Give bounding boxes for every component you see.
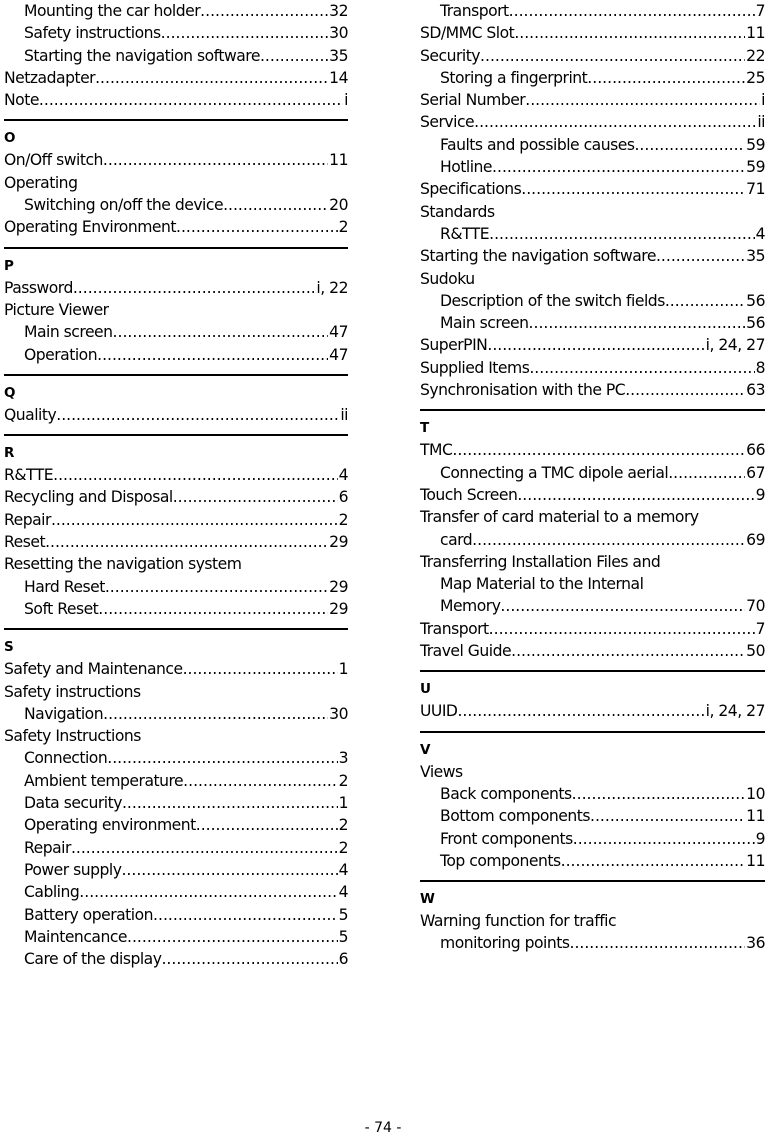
index-entry bbox=[4, 299, 348, 321]
dot-leader bbox=[511, 640, 745, 662]
dot-leader bbox=[590, 805, 745, 827]
entry-term: Netzadapter bbox=[4, 68, 96, 87]
index-subentry bbox=[420, 223, 765, 245]
entry-page-ref: 11 bbox=[329, 151, 348, 170]
index-entry bbox=[420, 268, 765, 290]
entry-page-ref: 4 bbox=[338, 883, 348, 902]
index-entry bbox=[420, 201, 765, 223]
index-subentry bbox=[4, 814, 348, 836]
index-subentry bbox=[420, 573, 765, 595]
dot-leader bbox=[56, 404, 339, 426]
index-column-left bbox=[4, 0, 348, 970]
entry-page-ref: 2 bbox=[338, 838, 348, 857]
index-entry bbox=[4, 531, 348, 553]
entry-page-ref: 9 bbox=[755, 485, 765, 504]
entry-term: R&TTE bbox=[440, 224, 490, 243]
entry-term: Main screen bbox=[440, 314, 529, 333]
dot-leader bbox=[127, 926, 338, 948]
entry-page-ref: 36 bbox=[746, 934, 765, 953]
entry-page-ref: 56 bbox=[746, 291, 765, 310]
entry-page-ref: 10 bbox=[746, 784, 765, 803]
entry-term: Safety Instructions bbox=[4, 727, 141, 746]
entry-page-ref: 11 bbox=[746, 851, 765, 870]
entry-term: R&TTE bbox=[4, 466, 54, 485]
entry-page-ref: 2 bbox=[338, 218, 348, 237]
index-entry bbox=[4, 509, 348, 531]
dot-leader bbox=[474, 111, 756, 133]
entry-term: Quality bbox=[4, 405, 57, 424]
entry-term: Ambient temperature bbox=[24, 771, 184, 790]
entry-term: Safety instructions bbox=[4, 682, 141, 701]
entry-term: Data security bbox=[24, 794, 122, 813]
dot-leader bbox=[668, 462, 745, 484]
index-subentry bbox=[4, 904, 348, 926]
entry-page-ref: 11 bbox=[746, 24, 765, 43]
entry-term: Picture Viewer bbox=[4, 300, 109, 319]
index-subentry bbox=[4, 321, 348, 343]
entry-term: Views bbox=[420, 762, 463, 781]
dot-leader bbox=[161, 948, 337, 970]
dot-leader bbox=[656, 245, 745, 267]
index-subentry bbox=[4, 837, 348, 859]
dot-leader bbox=[521, 178, 745, 200]
entry-term: Front components bbox=[440, 829, 573, 848]
index-entry bbox=[4, 553, 348, 575]
section-letter: P bbox=[4, 257, 14, 274]
entry-term: Safety instructions bbox=[24, 24, 161, 43]
entry-page-ref: 47 bbox=[329, 323, 348, 342]
entry-term: Transferring Installation Files and bbox=[420, 552, 661, 571]
section-letter: U bbox=[420, 681, 431, 698]
dot-leader bbox=[509, 0, 755, 22]
dot-leader bbox=[457, 700, 704, 722]
entry-term: Repair bbox=[24, 838, 71, 857]
entry-page-ref: 47 bbox=[329, 345, 348, 364]
entry-page-ref: 2 bbox=[338, 510, 348, 529]
dot-leader bbox=[53, 464, 337, 486]
dot-leader bbox=[183, 770, 337, 792]
dot-leader bbox=[517, 484, 754, 506]
index-entry bbox=[4, 277, 348, 299]
dot-leader bbox=[569, 932, 745, 954]
index-subentry bbox=[420, 312, 765, 334]
index-entry bbox=[4, 404, 348, 426]
entry-page-ref: ii bbox=[340, 405, 348, 424]
entry-term: Switching on/off the device bbox=[24, 196, 224, 215]
entry-page-ref: i, 24, 27 bbox=[705, 702, 765, 721]
entry-term: Top components bbox=[440, 851, 561, 870]
dot-leader bbox=[79, 881, 337, 903]
entry-term: Reset bbox=[4, 533, 46, 552]
entry-term: Repair bbox=[4, 510, 51, 529]
entry-term: Specifications bbox=[420, 180, 522, 199]
entry-term: Memory bbox=[440, 597, 501, 616]
index-subentry bbox=[4, 576, 348, 598]
entry-term: Operation bbox=[24, 345, 98, 364]
dot-leader bbox=[153, 904, 338, 926]
index-subentry bbox=[420, 67, 765, 89]
entry-term: Password bbox=[4, 278, 73, 297]
entry-term: Resetting the navigation system bbox=[4, 555, 242, 574]
index-subentry bbox=[4, 45, 348, 67]
entry-term: Bottom components bbox=[440, 807, 590, 826]
page-number: - 74 - bbox=[364, 1120, 402, 1136]
entry-page-ref: 9 bbox=[755, 829, 765, 848]
index-entry bbox=[4, 216, 348, 238]
dot-leader bbox=[45, 531, 328, 553]
entry-page-ref: 59 bbox=[746, 158, 765, 177]
index-entry bbox=[420, 22, 765, 44]
dot-leader bbox=[71, 837, 338, 859]
entry-page-ref: 14 bbox=[329, 68, 348, 87]
index-column-right bbox=[420, 0, 765, 955]
index-subentry bbox=[420, 595, 765, 617]
entry-term: Navigation bbox=[24, 704, 104, 723]
index-subentry bbox=[420, 156, 765, 178]
entry-term: Synchronisation with the PC bbox=[420, 381, 626, 400]
entry-page-ref: 67 bbox=[746, 463, 765, 482]
dot-leader bbox=[487, 334, 704, 356]
dot-leader bbox=[173, 486, 338, 508]
entry-page-ref: 30 bbox=[329, 704, 348, 723]
entry-page-ref: 6 bbox=[338, 950, 348, 969]
entry-page-ref: 56 bbox=[746, 314, 765, 333]
entry-page-ref: 5 bbox=[338, 927, 348, 946]
dot-leader bbox=[665, 290, 745, 312]
dot-leader bbox=[98, 598, 328, 620]
dot-leader bbox=[223, 194, 328, 216]
entry-page-ref: 50 bbox=[746, 642, 765, 661]
entry-page-ref: 11 bbox=[746, 807, 765, 826]
entry-term: Soft Reset bbox=[24, 599, 99, 618]
entry-page-ref: 35 bbox=[329, 46, 348, 65]
entry-page-ref: 2 bbox=[338, 816, 348, 835]
section-letter: V bbox=[420, 741, 431, 758]
entry-term: SD/MMC Slot bbox=[420, 24, 515, 43]
entry-term: TMC bbox=[420, 441, 453, 460]
index-entry bbox=[4, 486, 348, 508]
entry-term: Operating Environment bbox=[4, 218, 176, 237]
entry-term: Transport bbox=[440, 2, 509, 20]
dot-leader bbox=[51, 509, 338, 531]
entry-page-ref: 70 bbox=[746, 597, 765, 616]
entry-term: Operating bbox=[4, 173, 78, 192]
index-subentry bbox=[420, 134, 765, 156]
dot-leader bbox=[103, 703, 328, 725]
index-entry bbox=[420, 89, 765, 111]
entry-page-ref: 29 bbox=[329, 577, 348, 596]
dot-leader bbox=[200, 0, 328, 22]
entry-page-ref: 4 bbox=[338, 466, 348, 485]
entry-term: Serial Number bbox=[420, 91, 526, 110]
dot-leader bbox=[105, 576, 328, 598]
entry-term: Safety and Maintenance bbox=[4, 660, 183, 679]
entry-term: monitoring points bbox=[440, 934, 570, 953]
index-subentry bbox=[4, 948, 348, 970]
entry-term: Mounting the car holder bbox=[24, 2, 201, 20]
index-subentry bbox=[4, 859, 348, 881]
index-subentry bbox=[420, 0, 765, 22]
dot-leader bbox=[529, 357, 754, 379]
dot-leader bbox=[500, 595, 745, 617]
index-entry bbox=[420, 357, 765, 379]
entry-page-ref: 29 bbox=[329, 599, 348, 618]
entry-term: Security bbox=[420, 46, 481, 65]
entry-page-ref: 5 bbox=[338, 905, 348, 924]
dot-leader bbox=[196, 814, 338, 836]
dot-leader bbox=[103, 149, 328, 171]
entry-term: Connecting a TMC dipole aerial bbox=[440, 463, 669, 482]
entry-term: Transport bbox=[420, 619, 489, 638]
dot-leader bbox=[97, 344, 328, 366]
entry-page-ref: ii bbox=[757, 113, 765, 132]
entry-page-ref: i bbox=[761, 91, 765, 110]
entry-term: Service bbox=[420, 113, 475, 132]
entry-term: Starting the navigation software bbox=[24, 46, 260, 65]
dot-leader bbox=[472, 529, 745, 551]
entry-term: Connection bbox=[24, 749, 108, 768]
dot-leader bbox=[183, 658, 338, 680]
index-subentry bbox=[4, 194, 348, 216]
dot-leader bbox=[525, 89, 760, 111]
index-entry bbox=[420, 484, 765, 506]
entry-page-ref: 1 bbox=[338, 794, 348, 813]
index-subentry bbox=[4, 0, 348, 22]
section-letter: S bbox=[4, 639, 14, 656]
dot-leader bbox=[480, 45, 745, 67]
index-entry bbox=[420, 45, 765, 67]
index-subentry bbox=[420, 805, 765, 827]
index-entry bbox=[420, 111, 765, 133]
entry-term: Battery operation bbox=[24, 905, 154, 924]
entry-term: Operating environment bbox=[24, 816, 196, 835]
index-entry bbox=[4, 89, 348, 111]
entry-page-ref: 29 bbox=[329, 533, 348, 552]
dot-leader bbox=[561, 850, 746, 872]
entry-page-ref: 30 bbox=[329, 24, 348, 43]
dot-leader bbox=[587, 67, 745, 89]
index-subentry bbox=[4, 770, 348, 792]
entry-page-ref: i bbox=[344, 91, 348, 110]
index-subentry bbox=[4, 344, 348, 366]
entry-page-ref: 59 bbox=[746, 135, 765, 154]
index-entry bbox=[420, 334, 765, 356]
entry-page-ref: 4 bbox=[755, 224, 765, 243]
entry-term: SuperPIN bbox=[420, 336, 488, 355]
entry-page-ref: 6 bbox=[338, 488, 348, 507]
dot-leader bbox=[176, 216, 338, 238]
entry-term: Warning function for traffic bbox=[420, 912, 617, 931]
dot-leader bbox=[489, 223, 754, 245]
entry-term: Note bbox=[4, 91, 39, 110]
entry-page-ref: 71 bbox=[746, 180, 765, 199]
index-entry bbox=[4, 681, 348, 703]
dot-leader bbox=[625, 379, 745, 401]
index-entry bbox=[4, 149, 348, 171]
index-entry bbox=[420, 245, 765, 267]
index-subentry bbox=[420, 783, 765, 805]
section-letter: W bbox=[420, 891, 435, 908]
index-subentry bbox=[4, 792, 348, 814]
dot-leader bbox=[113, 321, 329, 343]
dot-leader bbox=[529, 312, 746, 334]
entry-term: Hard Reset bbox=[24, 577, 105, 596]
dot-leader bbox=[39, 89, 343, 111]
entry-term: Supplied Items bbox=[420, 358, 530, 377]
index-subentry bbox=[4, 881, 348, 903]
entry-term: Hotline bbox=[440, 158, 493, 177]
entry-term: Faults and possible causes bbox=[440, 135, 635, 154]
index-subentry bbox=[420, 290, 765, 312]
entry-term: Sudoku bbox=[420, 269, 475, 288]
entry-term: Transfer of card material to a memory bbox=[420, 508, 699, 527]
dot-leader bbox=[107, 747, 337, 769]
entry-page-ref: 69 bbox=[746, 530, 765, 549]
entry-page-ref: 25 bbox=[746, 68, 765, 87]
entry-term: Description of the switch fields bbox=[440, 291, 665, 310]
entry-term: On/Off switch bbox=[4, 151, 103, 170]
dot-leader bbox=[161, 22, 329, 44]
index-entry bbox=[420, 178, 765, 200]
entry-term: Map Material to the Internal bbox=[440, 575, 644, 594]
entry-page-ref: 2 bbox=[338, 771, 348, 790]
dot-leader bbox=[121, 859, 337, 881]
entry-term: Main screen bbox=[24, 323, 113, 342]
index-entry bbox=[4, 658, 348, 680]
index-entry bbox=[420, 506, 765, 528]
entry-term: UUID bbox=[420, 702, 458, 721]
index-entry bbox=[420, 439, 765, 461]
index-entry bbox=[420, 379, 765, 401]
entry-term: Touch Screen bbox=[420, 485, 518, 504]
section-letter: O bbox=[4, 130, 16, 147]
entry-term: Travel Guide bbox=[420, 642, 512, 661]
entry-page-ref: 20 bbox=[329, 196, 348, 215]
index-subentry bbox=[420, 462, 765, 484]
entry-page-ref: i, 22 bbox=[316, 278, 348, 297]
dot-leader bbox=[95, 67, 328, 89]
entry-term: Starting the navigation software bbox=[420, 247, 656, 266]
dot-leader bbox=[572, 783, 746, 805]
index-subentry bbox=[420, 850, 765, 872]
entry-term: Care of the display bbox=[24, 950, 162, 969]
entry-page-ref: 7 bbox=[755, 2, 765, 20]
entry-term: Storing a fingerprint bbox=[440, 68, 588, 87]
section-letter: T bbox=[420, 420, 430, 437]
index-subentry bbox=[4, 22, 348, 44]
entry-term: Maintencance bbox=[24, 927, 127, 946]
entry-page-ref: 22 bbox=[746, 46, 765, 65]
index-entry bbox=[420, 618, 765, 640]
dot-leader bbox=[260, 45, 328, 67]
index-subentry bbox=[420, 932, 765, 954]
entry-term: Recycling and Disposal bbox=[4, 488, 173, 507]
index-subentry bbox=[4, 598, 348, 620]
entry-page-ref: 32 bbox=[329, 2, 348, 20]
index-subentry bbox=[420, 529, 765, 551]
index-entry bbox=[420, 640, 765, 662]
entry-page-ref: 35 bbox=[746, 247, 765, 266]
index-entry bbox=[4, 172, 348, 194]
dot-leader bbox=[634, 134, 745, 156]
entry-page-ref: 4 bbox=[338, 860, 348, 879]
entry-term: Power supply bbox=[24, 860, 122, 879]
index-subentry bbox=[4, 747, 348, 769]
entry-term: card bbox=[440, 530, 473, 549]
dot-leader bbox=[492, 156, 745, 178]
index-entry bbox=[4, 725, 348, 747]
index-subentry bbox=[4, 926, 348, 948]
entry-page-ref: 3 bbox=[338, 749, 348, 768]
index-entry bbox=[420, 761, 765, 783]
index-entry bbox=[4, 464, 348, 486]
section-letter: Q bbox=[4, 384, 16, 401]
index-entry bbox=[420, 700, 765, 722]
index-entry bbox=[4, 67, 348, 89]
index-entry bbox=[420, 551, 765, 573]
dot-leader bbox=[489, 618, 755, 640]
dot-leader bbox=[514, 22, 745, 44]
section-letter: R bbox=[4, 445, 15, 462]
entry-page-ref: 1 bbox=[338, 660, 348, 679]
entry-term: Back components bbox=[440, 784, 572, 803]
dot-leader bbox=[573, 828, 755, 850]
index-subentry bbox=[420, 828, 765, 850]
entry-page-ref: 8 bbox=[755, 358, 765, 377]
entry-page-ref: i, 24, 27 bbox=[705, 336, 765, 355]
index-entry bbox=[420, 910, 765, 932]
entry-page-ref: 63 bbox=[746, 381, 765, 400]
dot-leader bbox=[122, 792, 338, 814]
entry-page-ref: 66 bbox=[746, 441, 765, 460]
index-subentry bbox=[4, 703, 348, 725]
entry-term: Cabling bbox=[24, 883, 80, 902]
dot-leader bbox=[452, 439, 745, 461]
dot-leader bbox=[73, 277, 316, 299]
entry-term: Standards bbox=[420, 202, 495, 221]
entry-page-ref: 7 bbox=[755, 619, 765, 638]
